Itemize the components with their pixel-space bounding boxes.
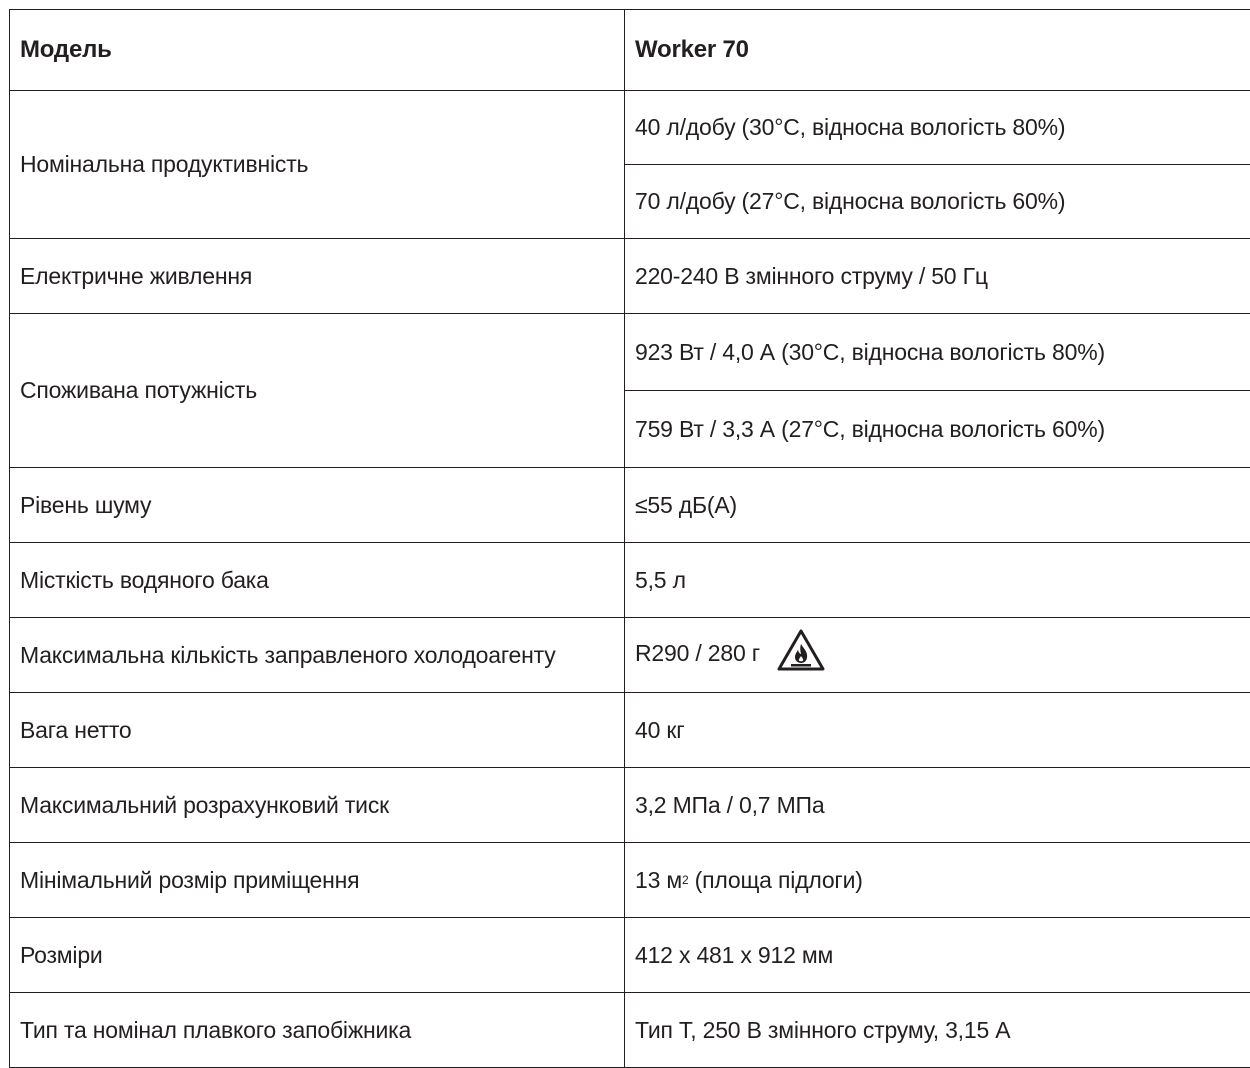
table-row xyxy=(10,91,1250,165)
table-row xyxy=(10,918,1250,993)
row-label-cell: Рівень шуму xyxy=(10,468,625,543)
row-value-cell: 5,5 л xyxy=(625,543,1250,618)
row-value-cell: Тип Т, 250 В змінного струму, 3,15 А xyxy=(625,993,1250,1068)
square-superscript: 2 xyxy=(682,873,688,887)
row-label-cell: Максимальний розрахунковий тиск xyxy=(10,768,625,843)
row-label-cell: Тип та номінал плавкого запобіжника xyxy=(10,993,625,1068)
table-row xyxy=(10,768,1250,843)
table-row xyxy=(10,543,1250,618)
table-row xyxy=(10,468,1250,543)
table-row xyxy=(10,993,1250,1068)
room-size-note: (площа підлоги) xyxy=(688,867,862,893)
row-value-cell: ≤55 дБ(А) xyxy=(625,468,1250,543)
table-header-row xyxy=(10,10,1250,91)
row-label-cell: Номінальна продуктивність xyxy=(10,91,625,239)
table-row xyxy=(10,618,1250,693)
header-label-cell: Модель xyxy=(10,10,625,91)
row-value-cell: 3,2 МПа / 0,7 МПа xyxy=(625,768,1250,843)
refrigerant-value: R290 / 280 г xyxy=(635,640,760,666)
row-value-cell: 923 Вт / 4,0 А (30°C, відносна вологість 80%) xyxy=(625,314,1250,391)
row-value-cell xyxy=(625,618,1250,693)
table-row xyxy=(10,693,1250,768)
row-value-cell: 40 л/добу (30°C, відносна вологість 80%) xyxy=(625,91,1250,165)
row-label-cell: Розміри xyxy=(10,918,625,993)
row-value-cell: 220-240 В змінного струму / 50 Гц xyxy=(625,239,1250,314)
row-label-cell: Максимальна кількість заправленого холодоагенту xyxy=(10,618,625,693)
table-row xyxy=(10,239,1250,314)
row-value-cell: 412 x 481 x 912 мм xyxy=(625,918,1250,993)
row-label-cell: Місткість водяного бака xyxy=(10,543,625,618)
spec-table xyxy=(9,9,1250,1068)
header-value-cell: Worker 70 xyxy=(625,10,1250,91)
row-value-cell: 40 кг xyxy=(625,693,1250,768)
row-label-cell: Споживана потужність xyxy=(10,314,625,468)
row-value-cell: 70 л/добу (27°C, відносна вологість 60%) xyxy=(625,165,1250,239)
row-value-cell xyxy=(625,843,1250,918)
row-label-cell: Електричне живлення xyxy=(10,239,625,314)
row-label-cell: Вага нетто xyxy=(10,693,625,768)
flammable-warning-icon xyxy=(776,628,826,676)
row-value-cell: 759 Вт / 3,3 А (27°C, відносна вологість 60%) xyxy=(625,391,1250,468)
table-row xyxy=(10,843,1250,918)
room-size-value: 13 м xyxy=(635,867,682,893)
row-label-cell: Мінімальний розмір приміщення xyxy=(10,843,625,918)
table-row xyxy=(10,314,1250,391)
